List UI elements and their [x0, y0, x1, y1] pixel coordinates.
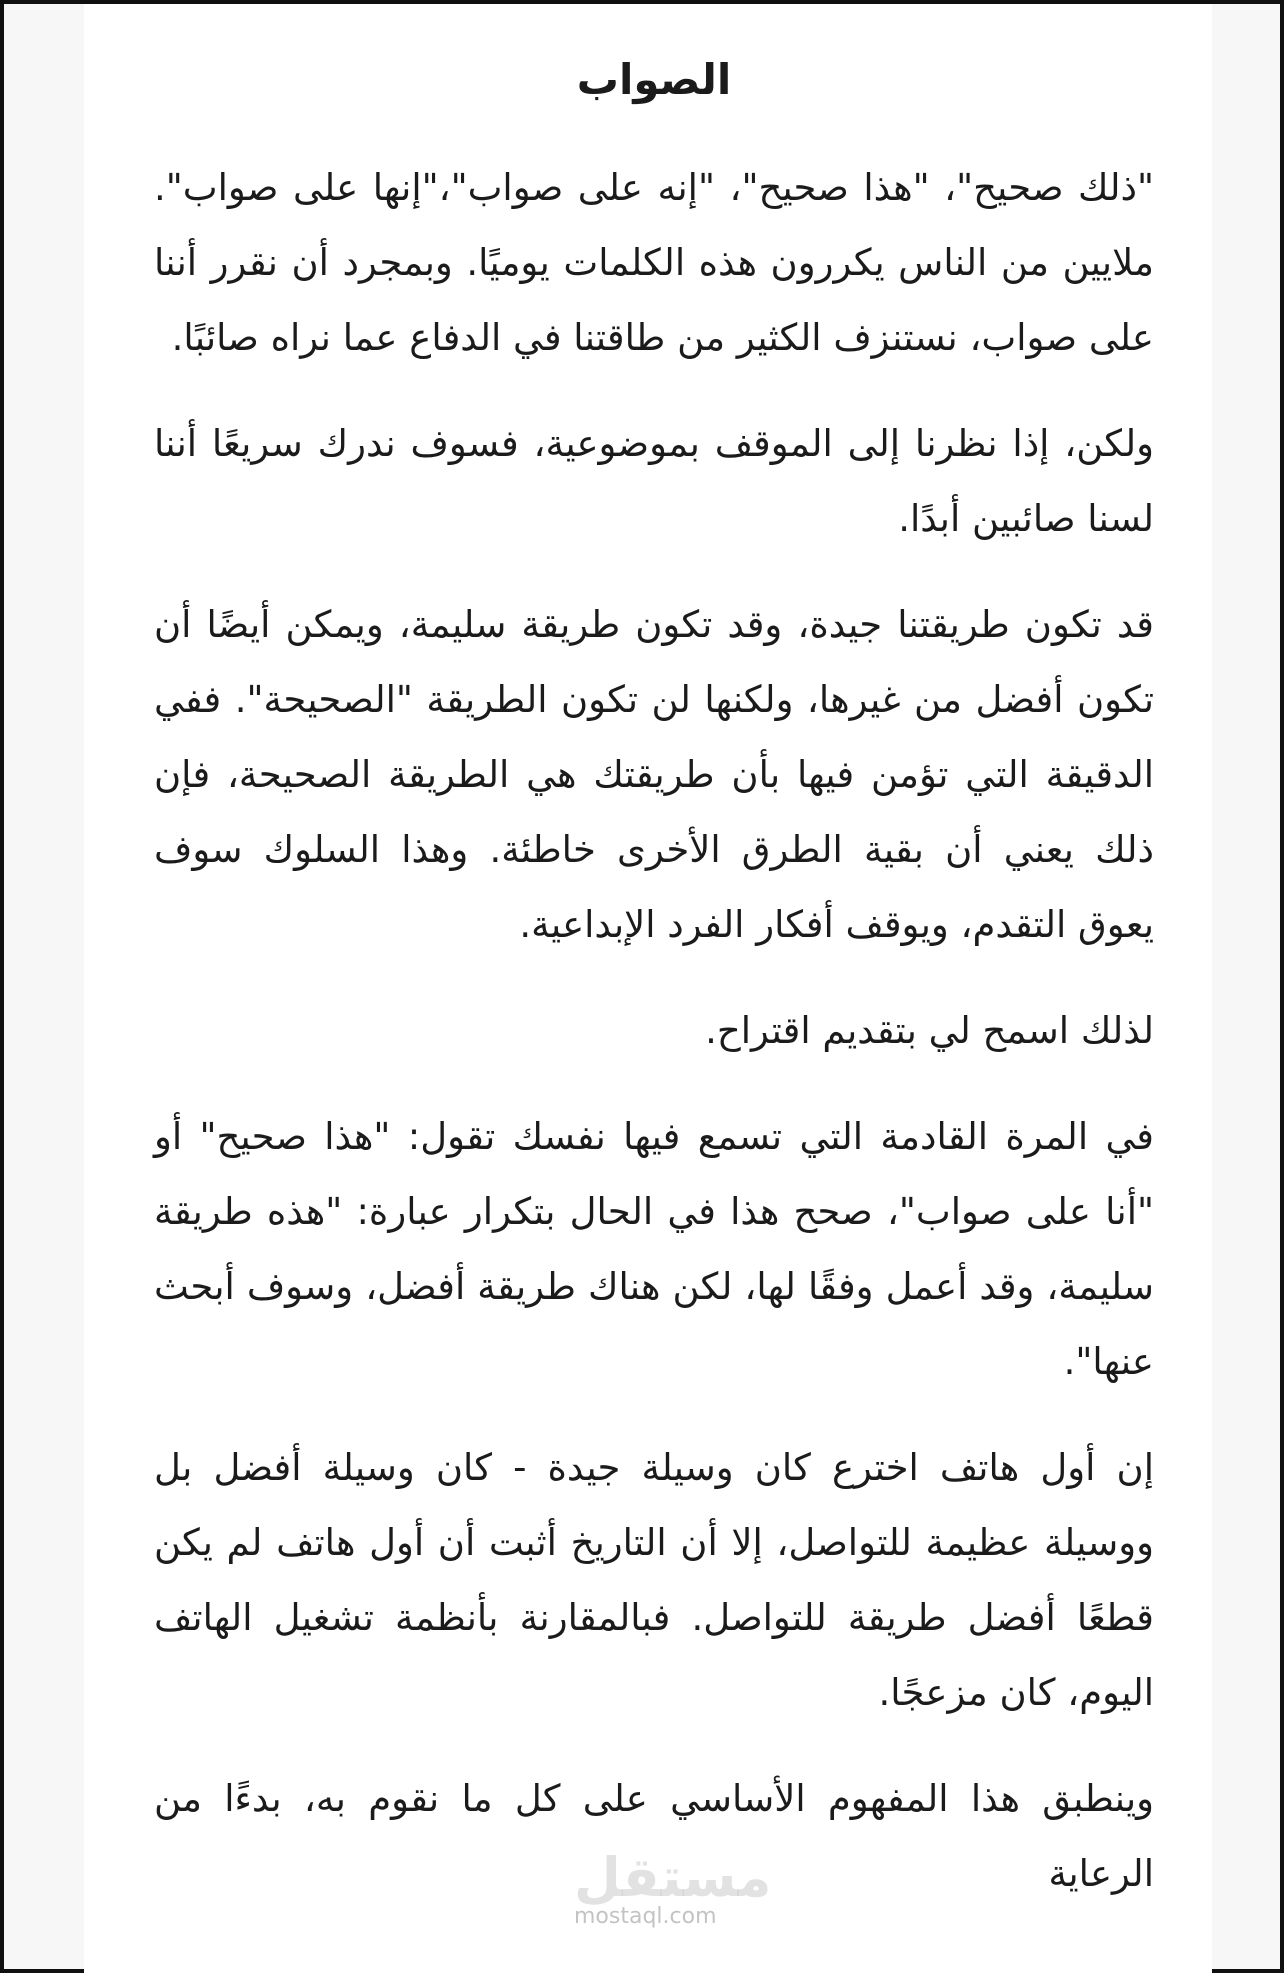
- paragraph-6: إن أول هاتف اخترع كان وسيلة جيدة - كان وسيلة أفضل بل ووسيلة عظيمة للتواصل، إلا أن التاريخ أثبت أن أول هاتف لم يكن قطعًا أفضل طريقة للتواصل. فبالمقارنة بأنظمة تشغيل الهاتف اليوم، كان مزعجًا.: [154, 1446, 1154, 1714]
- paragraph-2: ولكن، إذا نظرنا إلى الموقف بموضوعية، فسوف ندرك سريعًا أننا لسنا صائبين أبدًا.: [154, 422, 1154, 540]
- paragraph-7: وينطبق هذا المفهوم الأساسي على كل ما نقوم به، بدءًا من الرعاية: [154, 1777, 1154, 1895]
- paragraph-5: في المرة القادمة التي تسمع فيها نفسك تقول: "هذا صحيح" أو "أنا على صواب"، صحح هذا في الحال بتكرار عبارة: "هذه طريقة سليمة، وقد أعمل وفقًا لها، لكن هناك طريقة أفضل، وسوف أبحث عنها".: [154, 1115, 1154, 1383]
- document-body: [154, 44, 1154, 1942]
- paragraph-1: "ذلك صحيح"، "هذا صحيح"، "إنه على صواب"،"إنها على صواب". ملايين من الناس يكررون هذه الكلمات يوميًا. وبمجرد أن نقرر أننا على صواب، نستنزف الكثير من طاقتنا في الدفاع عما نراه صائبًا.: [154, 166, 1154, 359]
- screenshot-frame: [4, 4, 1280, 1969]
- document-title: الصواب: [576, 55, 732, 104]
- watermark-logo: مستقل: [574, 1846, 772, 1909]
- watermark-site: mostaql.com: [574, 1904, 717, 1929]
- paragraph-4: لذلك اسمح لي بتقديم اقتراح.: [705, 1009, 1154, 1052]
- paragraph-3: قد تكون طريقتنا جيدة، وقد تكون طريقة سليمة، ويمكن أيضًا أن تكون أفضل من غيرها، ولكنها لن تكون الطريقة "الصحيحة". ففي الدقيقة التي تؤمن فيها بأن طريقتك هي الطريقة الصحيحة، فإن ذلك يعني أن بقية الطرق الأخرى خاطئة. وهذا السلوك سوف يعوق التقدم، ويوقف أفكار الفرد الإبداعية.: [154, 603, 1154, 946]
- document-page: [84, 4, 1212, 1973]
